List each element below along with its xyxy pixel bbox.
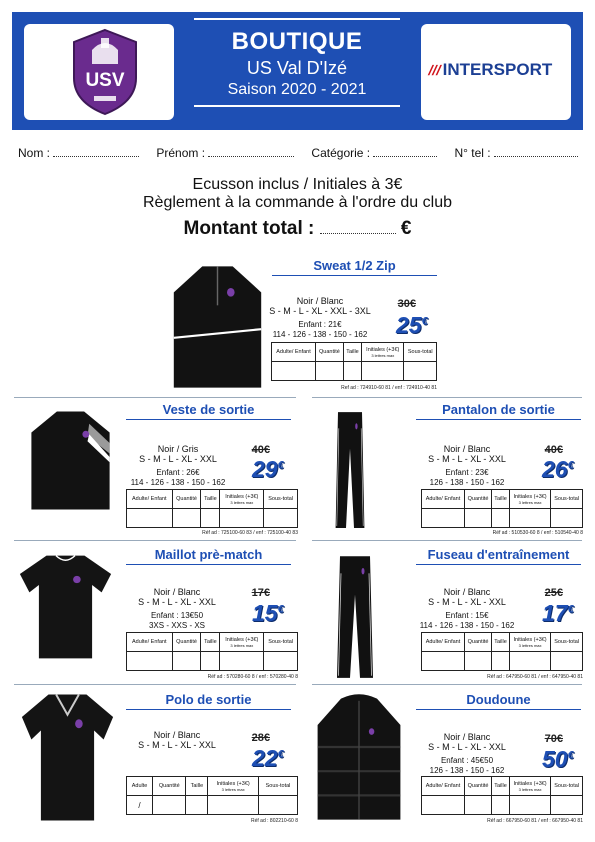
- header-banner: [12, 12, 583, 130]
- pantalon-de-sortie-title: Pantalon de sortie: [416, 402, 581, 420]
- doudoune-sizes: S - M - L - XL - XXL: [428, 742, 506, 752]
- prenom-label: Prénom :: [156, 146, 206, 160]
- intro-block: [0, 176, 595, 240]
- sweat-1-2-zip-color: Noir / Blanc: [296, 296, 344, 306]
- table-header-cell: Taille: [343, 343, 361, 362]
- initiales-note: 3 lettres max: [371, 352, 395, 358]
- maillot-pre-match-enfant-sizes: 3XS - XXS - XS: [148, 621, 206, 630]
- table-header-cell: Sous-total: [551, 490, 583, 509]
- veste-de-sortie-price-currency: €: [277, 459, 284, 472]
- pantalon-de-sortie-enfant-sizes: 126 - 138 - 150 - 162: [429, 478, 505, 487]
- table-header-row: [272, 343, 437, 362]
- table-header-cell: Quantité: [172, 633, 201, 652]
- categorie-blank[interactable]: [373, 147, 437, 157]
- table-header-cell: Sous-total: [264, 633, 298, 652]
- doudoune-title: Doudoune: [416, 692, 581, 710]
- maillot-pre-match-order-table: [126, 632, 298, 671]
- order-cell[interactable]: [404, 362, 437, 381]
- table-header-cell: Initiales (+3€) 3 lettres max: [509, 490, 550, 509]
- veste-de-sortie-color: Noir / Gris: [157, 444, 199, 454]
- polo-de-sortie-old-price: 28€: [251, 732, 270, 744]
- total-label: Montant total :: [183, 218, 315, 239]
- doudoune-enfant-sizes: 126 - 138 - 150 - 162: [429, 766, 505, 775]
- table-header-cell: Initiales (+3€) 3 lettres max: [509, 777, 550, 796]
- table-header-cell: Adulte: [127, 777, 153, 796]
- order-cell[interactable]: [509, 652, 550, 671]
- initiales-note: 3 lettres max: [518, 642, 542, 648]
- section-divider: [312, 684, 582, 685]
- table-header-cell: Sous-total: [404, 343, 437, 362]
- pantalon-de-sortie-image: [330, 408, 370, 530]
- sweat-1-2-zip-old-price: 30€: [397, 298, 416, 310]
- intersport-logo-icon: ///INTERSPORT: [426, 60, 553, 79]
- tel-field[interactable]: [454, 146, 577, 160]
- pantalon-de-sortie-enfant-price: Enfant : 23€: [445, 468, 489, 477]
- table-header-cell: Sous-total: [264, 490, 298, 509]
- doudoune-price-currency: €: [567, 749, 574, 762]
- maillot-pre-match-enfant-price: Enfant : 13€50: [150, 611, 204, 620]
- table-header-cell: Adulte/ Enfant: [272, 343, 316, 362]
- initiales-note: 3 lettres max: [518, 786, 542, 792]
- pantalon-de-sortie-order-table: [421, 489, 583, 528]
- pantalon-de-sortie-color: Noir / Blanc: [443, 444, 491, 454]
- table-row: [422, 509, 583, 528]
- veste-de-sortie-order-table: [126, 489, 298, 528]
- sweat-1-2-zip-enfant-price: Enfant : 21€: [298, 320, 342, 329]
- veste-de-sortie-old-price: 40€: [251, 444, 270, 456]
- sweat-1-2-zip-sizes: S - M - L - XL - XXL - 3XL: [269, 306, 371, 316]
- order-cell[interactable]: [316, 362, 344, 381]
- table-header-cell: Adulte/ Enfant: [422, 633, 465, 652]
- doudoune-price-value: 50: [542, 746, 568, 772]
- sweat-1-2-zip-price: [396, 312, 428, 339]
- veste-de-sortie-reference: Réf ad : 725100-60 83 / enf : 725100-40 83: [202, 530, 298, 536]
- order-cell[interactable]: [422, 652, 465, 671]
- order-cell[interactable]: [172, 652, 201, 671]
- maillot-pre-match-color: Noir / Blanc: [153, 587, 201, 597]
- table-header-cell: Sous-total: [551, 777, 583, 796]
- section-divider: [312, 397, 582, 398]
- table-header-cell: Quantité: [172, 490, 201, 509]
- doudoune-order-table: [421, 776, 583, 815]
- order-cell[interactable]: [343, 362, 361, 381]
- table-row: [127, 509, 298, 528]
- polo-de-sortie-details: [122, 730, 232, 750]
- title-divider: [194, 18, 400, 20]
- order-cell[interactable]: [172, 509, 201, 528]
- table-header-cell: Adulte/ Enfant: [422, 777, 465, 796]
- maillot-pre-match-reference: Réf ad : 570280-60 8 / enf : 570280-40 8: [207, 674, 298, 680]
- table-row: [272, 362, 437, 381]
- table-header-cell: Initiales (+3€) 3 lettres max: [509, 633, 550, 652]
- maillot-pre-match-old-price: 17€: [251, 587, 270, 599]
- polo-de-sortie-color: Noir / Blanc: [153, 730, 201, 740]
- table-header-cell: Adulte/ Enfant: [127, 490, 173, 509]
- table-header-cell: Taille: [186, 777, 208, 796]
- veste-de-sortie-enfant-sizes: 114 - 126 - 138 - 150 - 162: [130, 478, 226, 487]
- pantalon-de-sortie-price: [542, 456, 574, 483]
- doudoune-enfant-price: Enfant : 45€50: [440, 756, 494, 765]
- shop-title: BOUTIQUE: [231, 28, 363, 55]
- veste-de-sortie-sizes: S - M - L - XL - XXL: [139, 454, 217, 464]
- table-row: [422, 796, 583, 815]
- section-divider: [312, 540, 582, 541]
- order-cell[interactable]: [362, 362, 404, 381]
- nom-blank[interactable]: [53, 147, 139, 157]
- table-header-cell: Initiales (+3€) 3 lettres max: [362, 343, 404, 362]
- pantalon-de-sortie-price-value: 26: [542, 456, 568, 482]
- categorie-field[interactable]: [311, 146, 437, 160]
- maillot-pre-match-price: [252, 600, 284, 627]
- table-header-row: [422, 490, 583, 509]
- pantalon-de-sortie-price-currency: €: [567, 459, 574, 472]
- veste-de-sortie-price-value: 29: [252, 456, 278, 482]
- order-cell[interactable]: [422, 796, 465, 815]
- table-header-cell: Initiales (+3€) 3 lettres max: [220, 633, 264, 652]
- doudoune-price: [542, 746, 574, 773]
- customer-form: [18, 146, 578, 160]
- veste-de-sortie-image: [28, 408, 113, 513]
- fuseau-d-entrainement-image: [330, 552, 380, 680]
- section-divider: [14, 397, 296, 398]
- order-cell[interactable]: [509, 509, 550, 528]
- order-cell[interactable]: [127, 509, 173, 528]
- pantalon-de-sortie-old-price: 40€: [544, 444, 563, 456]
- fuseau-d-entrainement-title: Fuseau d'entraînement: [416, 547, 581, 565]
- fuseau-d-entrainement-enfant-price: Enfant : 15€: [445, 611, 489, 620]
- doudoune-image: [314, 692, 404, 824]
- maillot-pre-match-sizes: S - M - L - XL - XXL: [138, 597, 216, 607]
- order-cell[interactable]: [464, 796, 491, 815]
- fuseau-d-entrainement-old-price: 25€: [544, 587, 563, 599]
- table-header-cell: Quantité: [153, 777, 186, 796]
- order-cell[interactable]: [220, 652, 264, 671]
- table-header-cell: Quantité: [464, 777, 491, 796]
- section-divider: [14, 684, 296, 685]
- veste-de-sortie-details: [123, 444, 233, 488]
- sweat-1-2-zip-order-table: [271, 342, 437, 381]
- sweat-1-2-zip-details: [265, 296, 375, 340]
- fuseau-d-entrainement-sizes: S - M - L - XL - XXL: [428, 597, 506, 607]
- order-cell[interactable]: [551, 652, 583, 671]
- table-header-cell: Taille: [492, 777, 510, 796]
- categorie-label: Catégorie :: [311, 146, 371, 160]
- order-cell[interactable]: [464, 509, 491, 528]
- maillot-pre-match-details: [122, 587, 232, 631]
- maillot-pre-match-image: [18, 552, 113, 662]
- table-header-cell: Taille: [201, 633, 220, 652]
- sweat-1-2-zip-reference: Ref ad : 724910-60 81 / enf : 724910-40 81: [341, 385, 437, 391]
- fuseau-d-entrainement-price: [542, 600, 574, 627]
- table-header-row: [422, 777, 583, 796]
- polo-de-sortie-price-value: 22: [252, 745, 278, 771]
- table-header-cell: Taille: [201, 490, 220, 509]
- table-header-cell: Quantité: [316, 343, 344, 362]
- order-cell[interactable]: [201, 652, 220, 671]
- total-line: [0, 218, 595, 240]
- veste-de-sortie-price: [252, 456, 284, 483]
- intro-line-2: Règlement à la commande à l'ordre du club: [143, 194, 452, 211]
- sweat-1-2-zip-price-currency: €: [421, 315, 428, 328]
- table-header-row: [127, 633, 298, 652]
- order-cell[interactable]: [186, 796, 208, 815]
- fuseau-d-entrainement-enfant-sizes: 114 - 126 - 138 - 150 - 162: [419, 621, 515, 630]
- table-header-row: [422, 633, 583, 652]
- table-header-cell: Initiales (+3€) 3 lettres max: [208, 777, 259, 796]
- order-cell[interactable]: [220, 509, 264, 528]
- table-header-cell: Quantité: [464, 490, 491, 509]
- table-header-cell: Adulte/ Enfant: [422, 490, 465, 509]
- initiales-note: 3 lettres max: [230, 499, 254, 505]
- club-logo-box: [24, 24, 174, 120]
- table-row: [422, 652, 583, 671]
- order-cell[interactable]: [272, 362, 316, 381]
- maillot-pre-match-title: Maillot prè-match: [126, 547, 291, 565]
- fuseau-d-entrainement-price-currency: €: [567, 603, 574, 616]
- order-cell[interactable]: [153, 796, 186, 815]
- polo-de-sortie-reference: Réf ad : 802210-60 8: [251, 818, 298, 824]
- doudoune-old-price: 70€: [544, 733, 563, 745]
- fuseau-d-entrainement-order-table: [421, 632, 583, 671]
- order-cell[interactable]: [492, 652, 510, 671]
- order-cell[interactable]: [208, 796, 259, 815]
- order-cell[interactable]: [264, 509, 298, 528]
- fuseau-d-entrainement-color: Noir / Blanc: [443, 587, 491, 597]
- prenom-field[interactable]: [156, 146, 294, 160]
- club-shield-icon: [70, 28, 140, 116]
- doudoune-color: Noir / Blanc: [443, 732, 491, 742]
- table-header-row: [127, 490, 298, 509]
- section-divider: [14, 540, 296, 541]
- title-divider-bottom: [194, 105, 400, 107]
- order-cell[interactable]: [127, 652, 173, 671]
- pantalon-de-sortie-details: [412, 444, 522, 488]
- sweat-1-2-zip-enfant-sizes: 114 - 126 - 138 - 150 - 162: [272, 330, 368, 339]
- shop-title-block: [184, 18, 410, 124]
- tel-label: N° tel :: [454, 146, 491, 160]
- prenom-blank[interactable]: [208, 147, 294, 157]
- order-cell[interactable]: [201, 509, 220, 528]
- initiales-note: 3 lettres max: [221, 786, 245, 792]
- order-cell[interactable]: [551, 509, 583, 528]
- polo-de-sortie-price: [252, 745, 284, 772]
- veste-de-sortie-enfant-price: Enfant : 26€: [156, 468, 200, 477]
- table-header-cell: Sous-total: [551, 633, 583, 652]
- order-cell[interactable]: [259, 796, 298, 815]
- table-row: [127, 652, 298, 671]
- sponsor-name: INTERSPORT: [442, 60, 553, 79]
- order-cell[interactable]: [551, 796, 583, 815]
- total-blank[interactable]: [320, 224, 396, 234]
- polo-de-sortie-order-table: [126, 776, 298, 815]
- order-cell[interactable]: [422, 509, 465, 528]
- fuseau-d-entrainement-details: [412, 587, 522, 631]
- table-header-cell: Taille: [492, 633, 510, 652]
- svg-text:USV: USV: [85, 70, 125, 91]
- sweat-1-2-zip-title: Sweat 1/2 Zip: [272, 258, 437, 276]
- order-cell[interactable]: [492, 509, 510, 528]
- intro-line-1: Ecusson inclus / Initiales à 3€: [192, 176, 403, 193]
- nom-field[interactable]: [18, 146, 139, 160]
- pantalon-de-sortie-reference: Réf ad : 510530-60 8 / enf : 510540-40 8: [492, 530, 583, 536]
- order-cell[interactable]: [264, 652, 298, 671]
- polo-de-sortie-title: Polo de sortie: [126, 692, 291, 710]
- season-label: Saison 2020 - 2021: [227, 81, 367, 98]
- order-cell[interactable]: [509, 796, 550, 815]
- sweat-1-2-zip-image: [170, 262, 265, 392]
- table-header-cell: Adulte/ Enfant: [127, 633, 173, 652]
- total-unit: €: [400, 218, 412, 239]
- sweat-1-2-zip-price-value: 25: [396, 312, 422, 338]
- maillot-pre-match-price-value: 15: [252, 600, 278, 626]
- initiales-note: 3 lettres max: [230, 642, 254, 648]
- table-header-cell: Quantité: [464, 633, 491, 652]
- fuseau-d-entrainement-reference: Réf ad : 647950-60 81 / enf : 647950-40 81: [487, 674, 583, 680]
- tel-blank[interactable]: [494, 147, 578, 157]
- polo-de-sortie-sizes: S - M - L - XL - XXL: [138, 740, 216, 750]
- table-row: [127, 796, 298, 815]
- polo-de-sortie-image: [20, 690, 115, 825]
- sponsor-logo-box: [421, 24, 571, 120]
- table-header-cell: Initiales (+3€) 3 lettres max: [220, 490, 264, 509]
- club-name: US Val D'Izé: [246, 58, 348, 78]
- polo-de-sortie-price-currency: €: [277, 748, 284, 761]
- pantalon-de-sortie-sizes: S - M - L - XL - XXL: [428, 454, 506, 464]
- order-cell[interactable]: [464, 652, 491, 671]
- table-header-cell: Sous-total: [259, 777, 298, 796]
- order-cell[interactable]: [492, 796, 510, 815]
- initiales-note: 3 lettres max: [518, 499, 542, 505]
- doudoune-details: [412, 732, 522, 776]
- fuseau-d-entrainement-price-value: 17: [542, 600, 568, 626]
- table-header-row: [127, 777, 298, 796]
- maillot-pre-match-price-currency: €: [277, 603, 284, 616]
- order-cell[interactable]: /: [127, 796, 153, 815]
- table-header-cell: Taille: [492, 490, 510, 509]
- veste-de-sortie-title: Veste de sortie: [126, 402, 291, 420]
- doudoune-reference: Réf ad : 667950-60 81 / enf : 667950-40 81: [487, 818, 583, 824]
- nom-label: Nom :: [18, 146, 51, 160]
